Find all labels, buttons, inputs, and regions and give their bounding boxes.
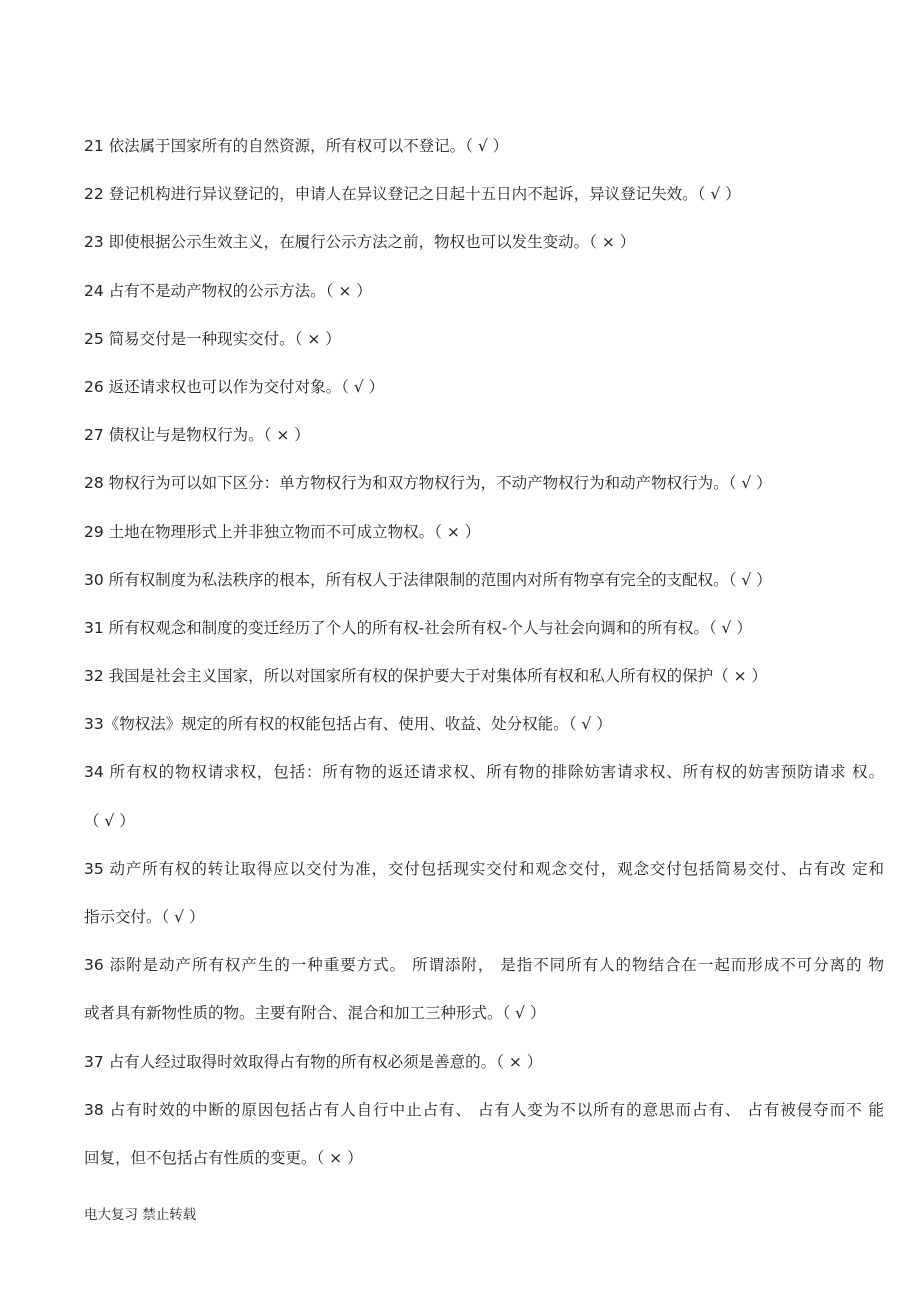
- text-line: 30 所有权制度为私法秩序的根本，所有权人于法律限制的范围内对所有物享有完全的支配权。（ √ ）: [84, 570, 772, 589]
- text-line: 36 添附是动产所有权产生的一种重要方式。 所谓添附， 是指不同所有人的物结合在一起而形成不可分离的 物: [84, 956, 884, 975]
- text-line: 37 占有人经过取得时效取得占有物的所有权必须是善意的。（ × ）: [84, 1052, 543, 1071]
- text-line: 35 动产所有权的转让取得应以交付为准，交付包括现实交付和观念交付，观念交付包括简易交付、占有改 定和: [84, 859, 884, 878]
- question-list: [84, 122, 884, 1182]
- text-line: 28 物权行为可以如下区分：单方物权行为和双方物权行为，不动产物权行为和动产物权行为。（ √ ）: [84, 474, 772, 493]
- text-line: 23 即使根据公示生效主义，在履行公示方法之前，物权也可以发生变动。（ × ）: [84, 233, 636, 252]
- text-line: 或者具有新物性质的物。主要有附合、混合和加工三种形式。（ √ ）: [84, 1004, 546, 1023]
- text-line: 33《物权法》规定的所有权的权能包括占有、使用、收益、处分权能。（ √ ）: [84, 715, 612, 734]
- text-line: 25 简易交付是一种现实交付。（ × ）: [84, 329, 341, 348]
- text-line: 26 返还请求权也可以作为交付对象。（ √ ）: [84, 377, 385, 396]
- text-line: 32 我国是社会主义国家，所以对国家所有权的保护要大于对集体所有权和私人所有权的保护（ × ）: [84, 667, 767, 686]
- text-line: 27 债权让与是物权行为。（ × ）: [84, 426, 310, 445]
- text-line: 指示交付。（ √ ）: [84, 908, 205, 926]
- page-footer: 电大复习 禁止转载: [84, 1207, 197, 1223]
- text-line: 34 所有权的物权请求权，包括：所有物的返还请求权、所有物的排除妨害请求权、所有权的妨害预防请求 权。: [84, 763, 884, 782]
- text-line: 22 登记机构进行异议登记的，申请人在异议登记之日起十五日内不起诉，异议登记失效。（ √ ）: [84, 185, 741, 204]
- text-line: 29 土地在物理形式上并非独立物而不可成立物权。（ × ）: [84, 522, 481, 541]
- text-line: （ √ ）: [84, 811, 135, 830]
- text-line: 21 依法属于国家所有的自然资源，所有权可以不登记。（ √ ）: [84, 137, 509, 155]
- text-line: 回复，但不包括占有性质的变更。（ × ）: [84, 1148, 363, 1167]
- text-line: 24 占有不是动产物权的公示方法。（ × ）: [84, 281, 372, 300]
- text-line: 38 占有时效的中断的原因包括占有人自行中止占有、 占有人变为不以所有的意思而占有、 占有被侵夺而不 能: [84, 1100, 884, 1119]
- text-line: 31 所有权观念和制度的变迁经历了个人的所有权-社会所有权-个人与社会向调和的所有权。（ √ ）: [84, 618, 752, 637]
